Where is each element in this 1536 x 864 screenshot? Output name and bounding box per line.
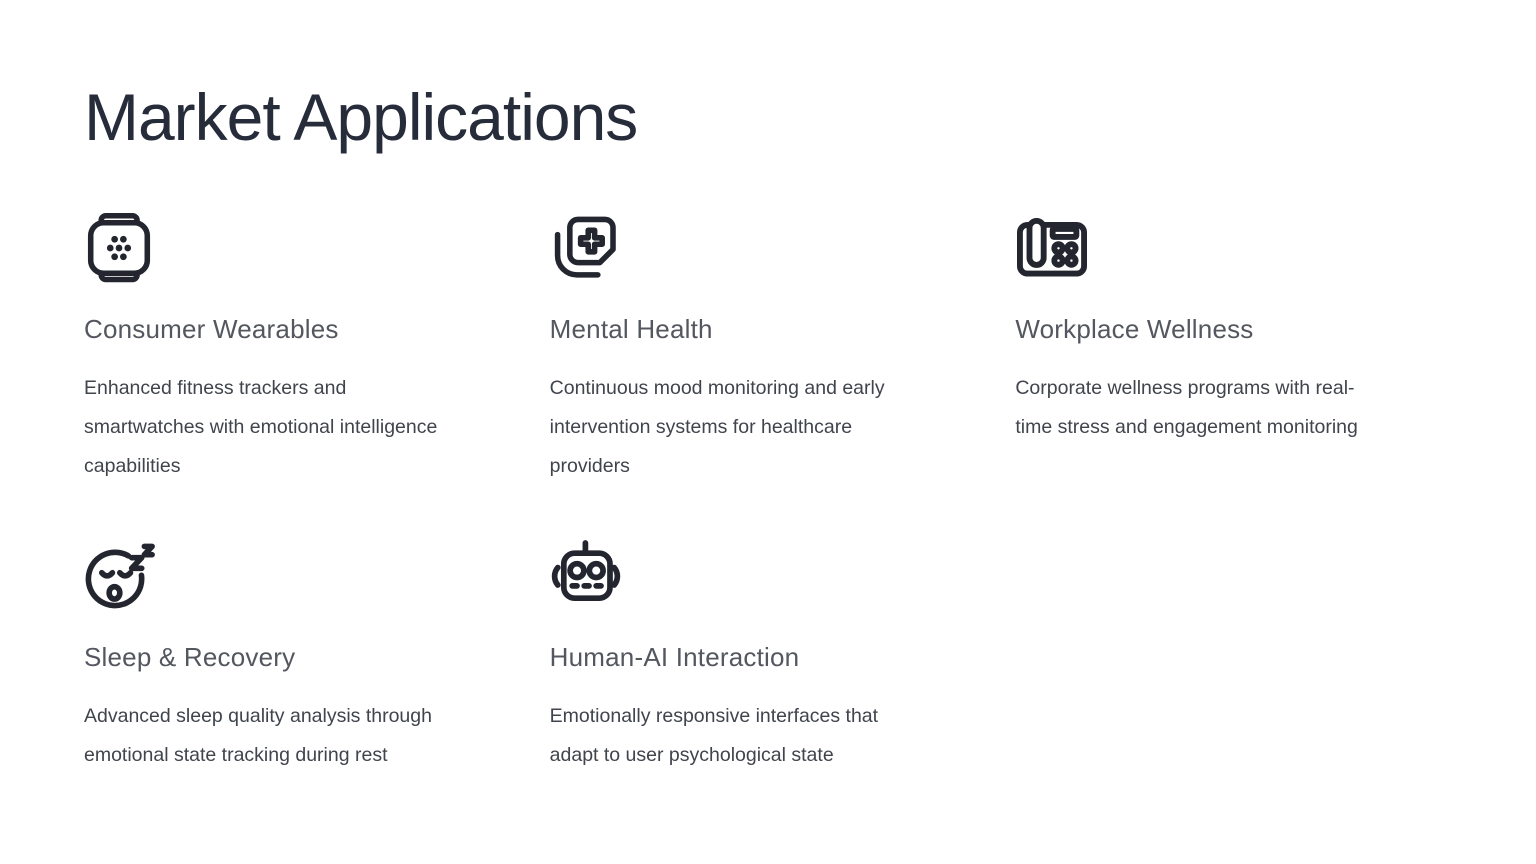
application-card-human-ai-interaction [550,538,988,775]
application-card-consumer-wearables [84,210,522,486]
application-title: Workplace Wellness [1015,313,1254,344]
desk-phone-icon [1015,210,1453,286]
smartwatch-icon [84,210,522,286]
sleeping-face-icon [84,538,522,614]
application-card-workplace-wellness [1015,210,1453,486]
application-description: Advanced sleep quality analysis through emotional state tracking during rest [84,704,432,766]
application-description: Emotionally responsive interfaces that adapt to user psychological state [549,704,879,766]
application-description: Continuous mood monitoring and early intervention systems for healthcare providers [549,376,885,477]
application-description: Enhanced fitness trackers and smartwatches with emotional intelligence capabilities [84,376,438,477]
application-title: Consumer Wearables [84,313,339,344]
application-description: Corporate wellness programs with real- time stress and engagement monitoring [1015,376,1358,438]
application-card-sleep-recovery [84,538,522,775]
application-title: Human-AI Interaction [549,641,800,672]
application-title: Mental Health [549,313,713,344]
page-title: Market Applications [84,80,638,154]
application-card-mental-health [550,210,988,486]
applications-grid [84,210,1453,775]
application-title: Sleep & Recovery [84,641,296,672]
robot-icon [550,538,988,614]
health-cross-icon [550,210,988,286]
